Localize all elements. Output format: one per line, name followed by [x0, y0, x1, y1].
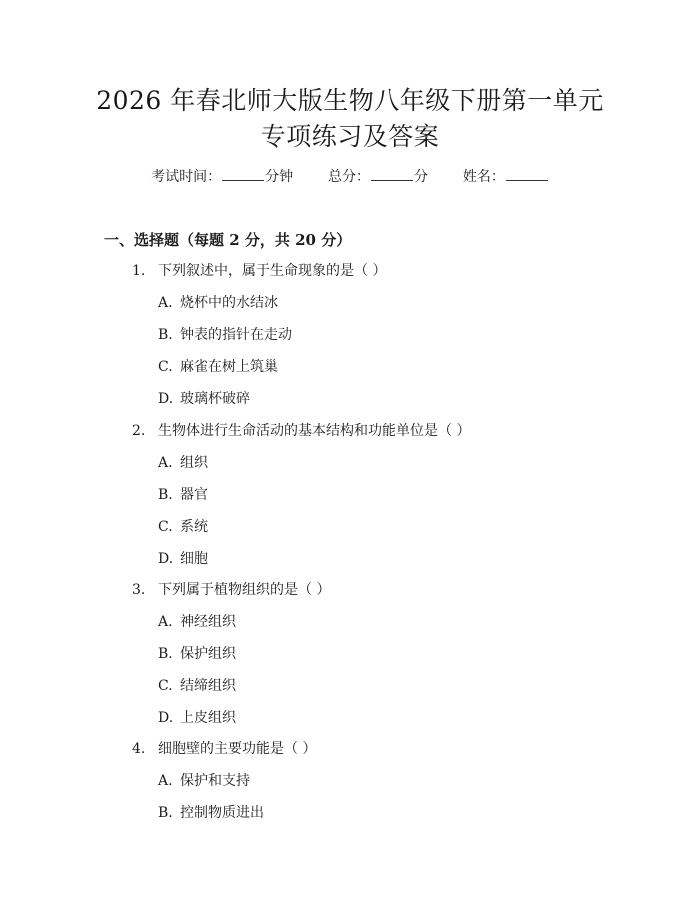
question-1-option-a	[158, 293, 278, 313]
option-letter: D.	[158, 391, 174, 407]
exam-time-field	[151, 167, 293, 187]
question-3-option-a	[158, 612, 236, 632]
option-text: 系统	[180, 519, 208, 535]
question-4	[132, 739, 316, 759]
question-3-option-d	[158, 708, 236, 728]
exam-info-row	[0, 167, 700, 187]
exam-time-unit: 分钟	[265, 169, 294, 185]
student-name-blank	[506, 168, 548, 181]
option-letter: A.	[158, 773, 173, 789]
document-title-line-1: 2026 年春北师大版生物八年级下册第一单元	[96, 86, 604, 115]
question-3-option-b	[158, 644, 236, 664]
question-number: 1.	[132, 263, 146, 279]
total-score-label: 总分：	[328, 169, 370, 185]
option-letter: C.	[158, 359, 173, 375]
exam-time-label: 考试时间：	[151, 169, 222, 185]
question-2	[132, 421, 470, 441]
student-name-field	[463, 167, 549, 187]
question-1-option-b	[158, 325, 292, 345]
option-letter: B.	[158, 487, 173, 503]
option-letter: C.	[158, 519, 173, 535]
student-name-label: 姓名：	[462, 169, 505, 185]
question-2-option-b	[158, 485, 208, 505]
question-3	[132, 580, 330, 600]
exam-time-blank	[222, 168, 264, 181]
question-number: 2.	[132, 423, 146, 439]
question-2-option-a	[158, 453, 208, 473]
option-letter: D.	[158, 710, 174, 726]
option-letter: C.	[158, 678, 173, 694]
question-1	[132, 261, 386, 281]
question-2-option-d	[158, 549, 208, 569]
option-letter: A.	[158, 614, 173, 630]
option-letter: B.	[158, 646, 173, 662]
question-2-option-c	[158, 517, 208, 537]
question-4-option-b	[158, 803, 264, 823]
option-letter: A.	[158, 455, 173, 471]
option-text: 钟表的指针在走动	[180, 327, 292, 343]
question-1-option-d	[158, 389, 250, 409]
option-text: 神经组织	[180, 614, 236, 630]
option-text: 麻雀在树上筑巢	[180, 359, 278, 375]
option-letter: B.	[158, 805, 173, 821]
option-letter: A.	[158, 295, 173, 311]
option-text: 结缔组织	[180, 678, 236, 694]
option-text: 烧杯中的水结冰	[180, 295, 278, 311]
question-4-option-a	[158, 771, 250, 791]
total-score-unit: 分	[414, 169, 428, 185]
total-score-field	[328, 167, 428, 187]
option-text: 组织	[180, 455, 208, 471]
question-number: 4.	[132, 741, 146, 757]
option-text: 保护组织	[180, 646, 236, 662]
section-heading-choice: 一、选择题（每题 2 分，共 20 分）	[104, 231, 352, 249]
option-letter: B.	[158, 327, 173, 343]
option-text: 上皮组织	[180, 710, 236, 726]
question-text: 下列属于植物组织的是（ ）	[158, 582, 331, 598]
question-text: 生物体进行生命活动的基本结构和功能单位是（ ）	[158, 423, 471, 439]
total-score-blank	[371, 168, 413, 181]
question-number: 3.	[132, 582, 146, 598]
option-text: 玻璃杯破碎	[180, 391, 250, 407]
question-1-option-c	[158, 357, 278, 377]
option-letter: D.	[158, 551, 174, 567]
document-title-line-2: 专项练习及答案	[260, 122, 440, 151]
option-text: 保护和支持	[180, 773, 250, 789]
question-text: 下列叙述中，属于生命现象的是（ ）	[158, 263, 387, 279]
question-3-option-c	[158, 676, 236, 696]
option-text: 控制物质进出	[180, 805, 264, 821]
option-text: 器官	[180, 487, 208, 503]
question-text: 细胞壁的主要功能是（ ）	[158, 741, 317, 757]
option-text: 细胞	[180, 551, 208, 567]
